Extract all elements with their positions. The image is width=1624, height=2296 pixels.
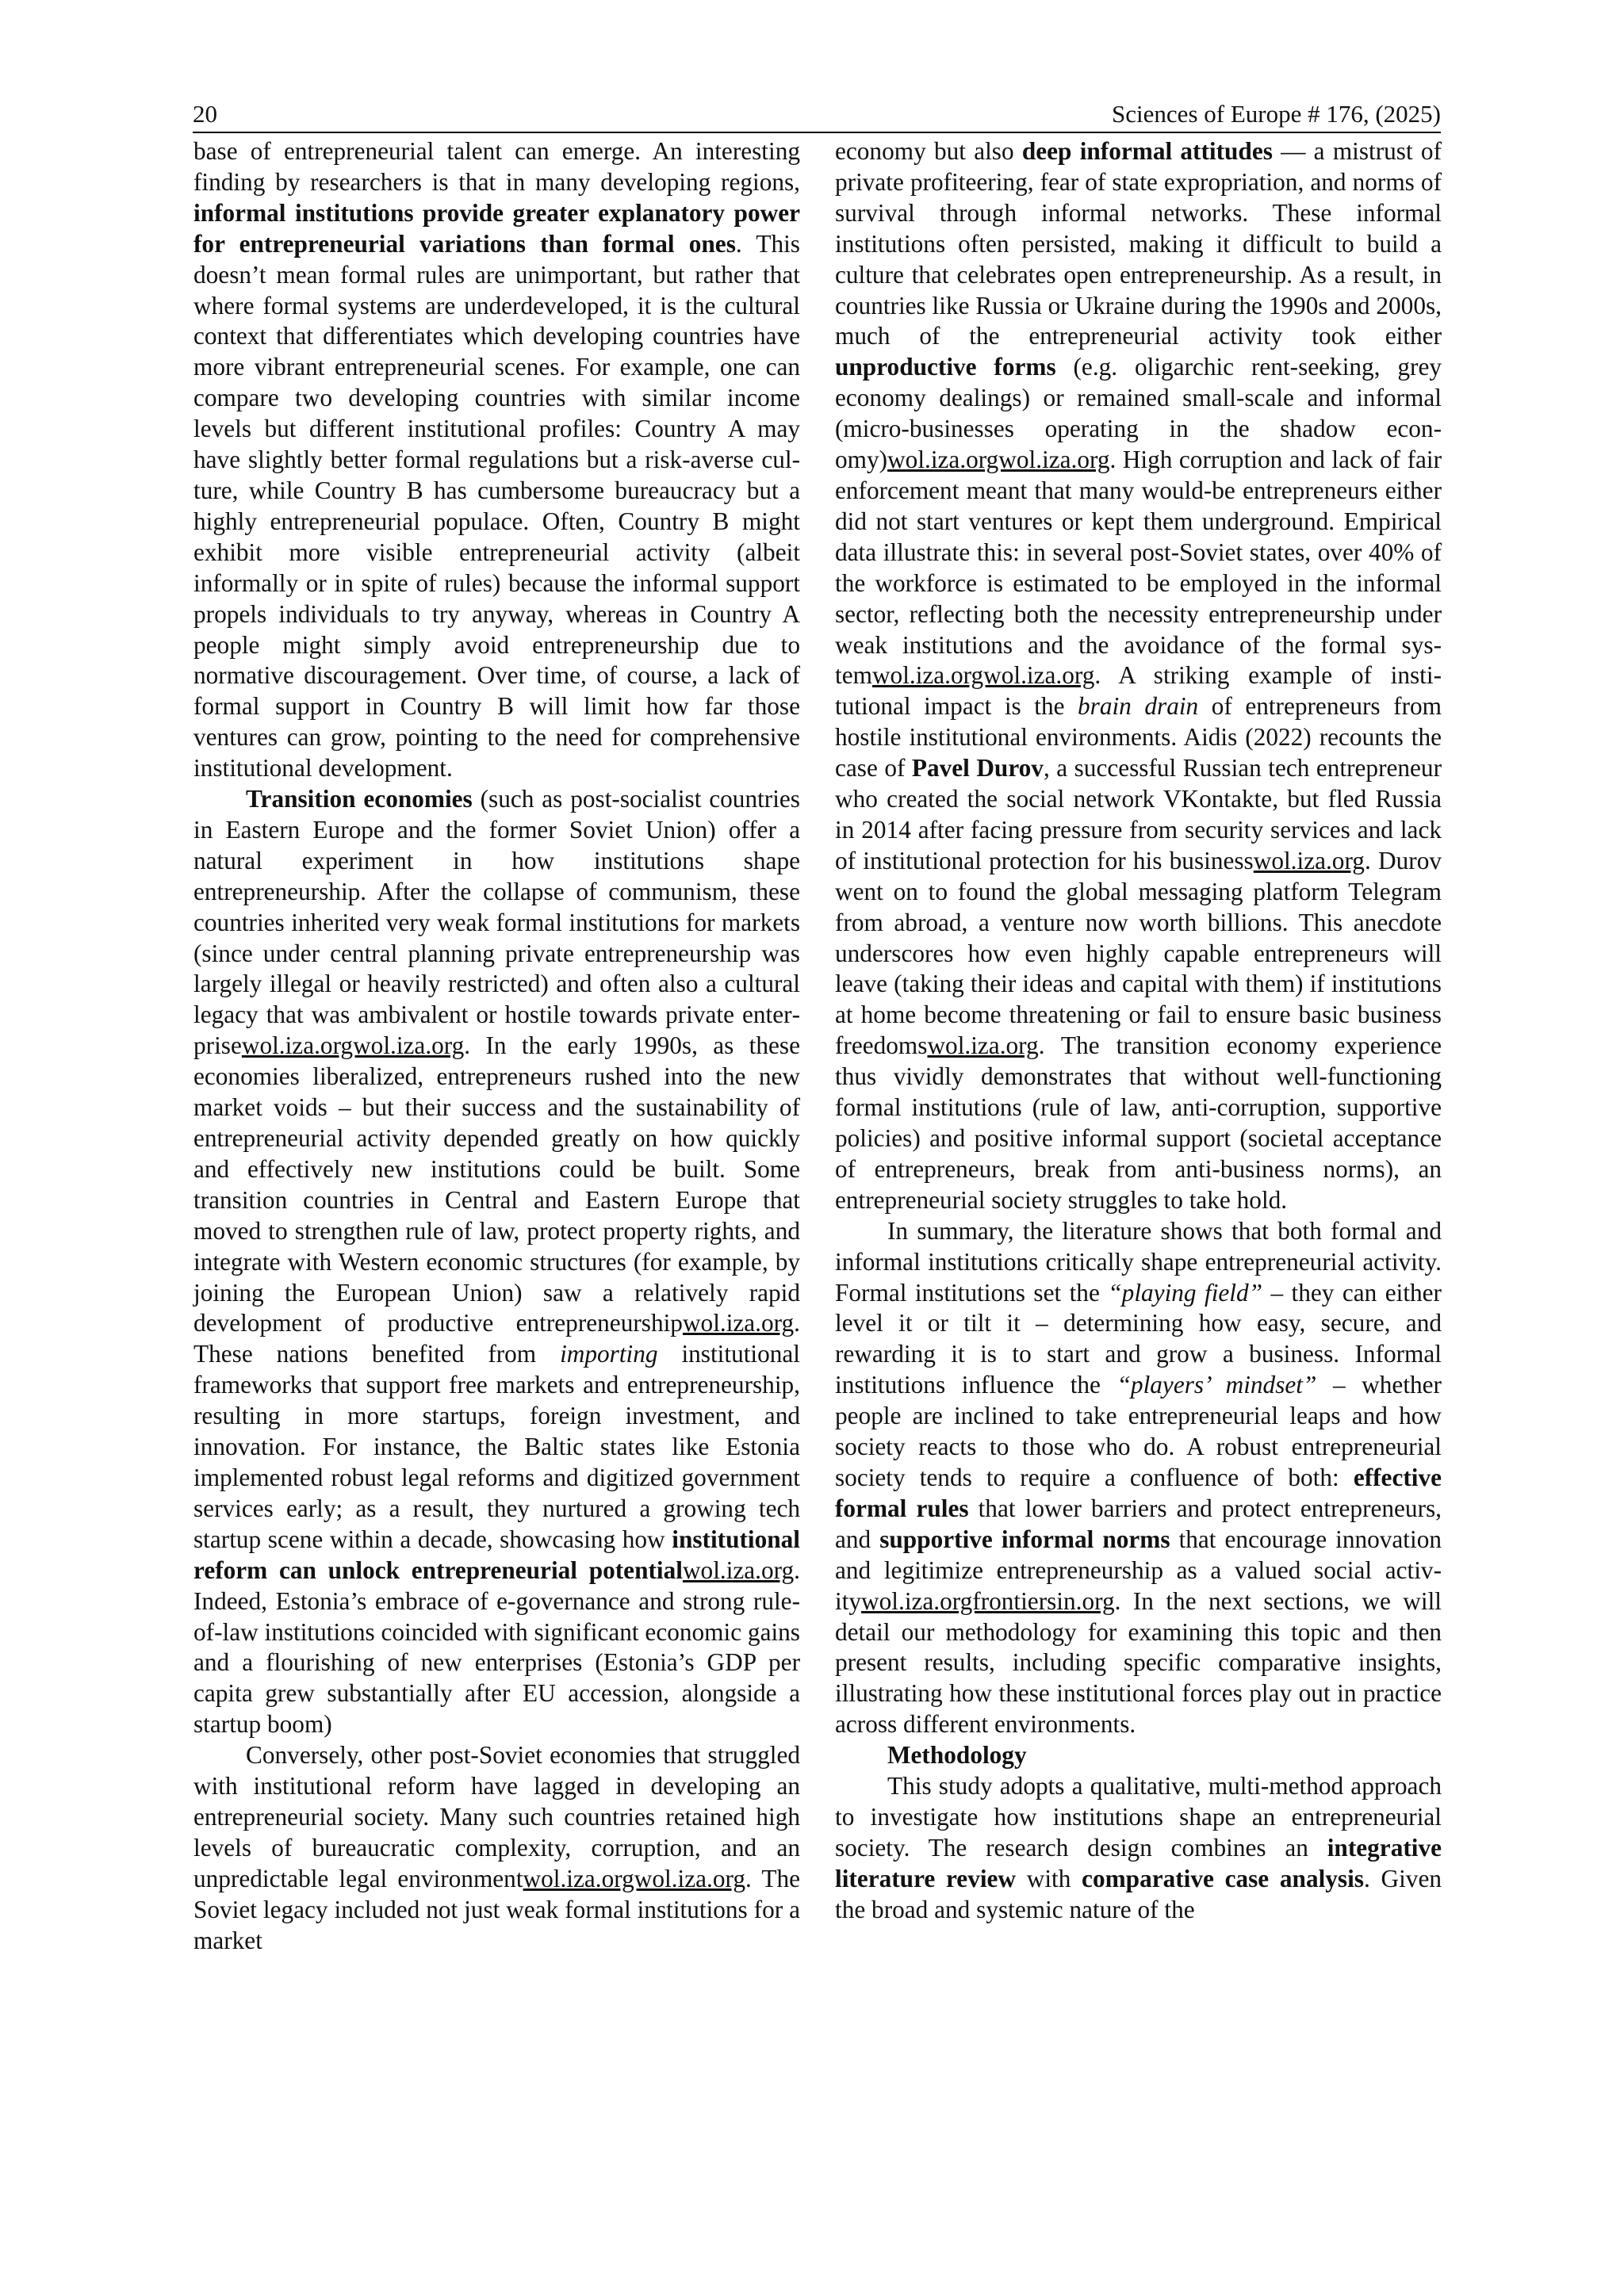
text-run: economy but also bbox=[835, 137, 1022, 165]
text-run: (e.g. oligarchic rent-seeking, grey economy dealings) or remained small-scale and informal (micro-businesses operating in the shadow economy) bbox=[835, 353, 1442, 474]
text-run: . Durov went on to found the global messaging platform Telegram from abroad, a venture now worth billions. This anecdote underscores how even highly capable entrepreneurs will leave (taking their ideas and capital with them) if institutions at home become threatening or fail to ensure basic business freedoms bbox=[835, 846, 1442, 1060]
paragraph bbox=[835, 1771, 1442, 1926]
text-run: — a mistrust of private profiteering, fear of state expropriation, and norms of survival through informal networks. These informal institutions often persisted, making it difficult to build a culture that celebrates open entrepreneurship. As a result, in countries like Russia or Ukraine during the 1990s and 2000s, much of the entrepreneurial activity took either bbox=[835, 137, 1442, 350]
text-run: . Given the broad and systemic nature of the bbox=[835, 1864, 1442, 1923]
text-run: of entrepreneurs from hostile institutional environments. Aidis (2022) recounts the case of bbox=[835, 692, 1442, 783]
source-link[interactable]: wol.iza.orgwol.iza.org bbox=[523, 1864, 745, 1892]
text-run: that lower barriers and protect entrepreneurs, and bbox=[835, 1494, 1442, 1553]
source-link[interactable]: wol.iza.orgwol.iza.org bbox=[241, 1031, 465, 1060]
source-link[interactable]: wol.iza.org bbox=[682, 1309, 795, 1337]
source-link[interactable]: wol.iza.orgwol.iza.org bbox=[887, 446, 1110, 474]
source-link[interactable]: wol.iza.org bbox=[1253, 846, 1365, 874]
text-run: . High corruption and lack of fair enforcement meant that many would-be entrepreneurs either did not start ventures or kept them underground. Empirical data illustrate this: in several post-Soviet states, over 40% of the workforce is estimated to be employed in the informal sector, reflecting both the necessity entrepreneurship under weak institutions and the avoidance of the formal system bbox=[835, 446, 1442, 690]
page-number: 20 bbox=[193, 100, 217, 128]
text-run: – they can either level it or tilt it – determining how easy, secure, and rewarding it is to start and grow a business. Informal institutions influence the bbox=[835, 1278, 1442, 1399]
italic-run: importing bbox=[560, 1340, 658, 1368]
text-run: , a successful Russian tech entrepreneur who created the social network VKontakte, but fled Russia in 2014 after facing pressure from security services and lack of institutional protection for his business bbox=[835, 754, 1442, 874]
text-run: (such as post-socialist countries in Eastern Europe and the former Soviet Union) offer a natural experiment in how institutions shape entrepreneurship. After the collapse of communism, these countries inherited very weak formal institutions for markets (since under central planning private entrepreneurship was largely illegal or heavily restricted) and often also a cultural legacy that was ambivalent or hostile towards private enterprise bbox=[193, 785, 800, 1060]
bold-run: unproductive forms bbox=[835, 353, 1056, 381]
paragraph bbox=[835, 136, 1442, 1216]
journal-title: Sciences of Europe # 176, (2025) bbox=[1112, 100, 1441, 128]
bold-run: comparative case analysis bbox=[1082, 1864, 1364, 1892]
section-heading-methodology: Methodology bbox=[887, 1741, 1027, 1770]
source-link[interactable]: wol.iza.org bbox=[682, 1556, 795, 1584]
bold-run: Transition economies bbox=[246, 785, 473, 813]
paragraph bbox=[193, 136, 800, 784]
text-run: . This doesn’t mean formal rules are unimportant, but rather that where formal systems are underdeveloped, it is the cultural context that differentiates which developing countries have more vibrant entrepreneurial scenes. For example, one can compare two developing countries with similar income levels but different institutional profiles: Country A may have slightly better formal regulations but a risk-averse culture, while Country B has cumbersome bureaucracy but a highly entrepreneurial populace. Often, Country B might exhibit more visible entrepreneurial activity (albeit informally or in spite of rules) because the informal support propels individuals to try anyway, whereas in Country A people might simply avoid entrepreneurship due to normative discouragement. Over time, of course, a lack of formal support in Country B will limit how far those ventures can grow, pointing to the need for comprehensive institutional development. bbox=[193, 229, 800, 783]
paragraph bbox=[193, 784, 800, 1740]
bold-run: Pavel Durov bbox=[911, 754, 1044, 783]
text-run: – whether people are inclined to take entrepreneurial leaps and how society reacts to those who do. A robust entrepreneurial society tends to require a confluence of both: bbox=[835, 1371, 1442, 1491]
paragraph bbox=[193, 1740, 800, 1956]
text-run: . These nations benefited from bbox=[193, 1309, 800, 1368]
bold-run: informal institutions provide greater explanatory power for entrepreneurial variations than formal ones bbox=[193, 198, 800, 258]
italic-run: “players’ mindset” bbox=[1116, 1371, 1317, 1399]
text-run: institutional frameworks that support free markets and entrepreneurship, resulting in more startups, foreign investment, and innovation. For instance, the Baltic states like Estonia implemented robust legal reforms and digitized government services early; as a result, they nurtured a growing tech startup scene within a decade, showcasing how bbox=[193, 1340, 800, 1553]
text-run: that encourage innovation and legitimize entrepreneurship as a valued social activity bbox=[835, 1525, 1442, 1615]
source-link[interactable]: wol.iza.orgwol.iza.org bbox=[871, 661, 1095, 690]
right-column bbox=[835, 136, 1442, 1926]
bold-run: supportive informal norms bbox=[879, 1525, 1170, 1553]
bold-run: effective formal rules bbox=[835, 1463, 1442, 1522]
text-run: . The Soviet legacy included not just weak formal institutions for a market bbox=[193, 1864, 801, 1954]
text-run: with bbox=[1016, 1864, 1082, 1892]
text-run: base of entrepreneurial talent can emerge. An interesting finding by researchers is that in many developing regions, bbox=[193, 137, 800, 196]
bold-run: institutional reform can unlock entrepreneurial potential bbox=[193, 1525, 800, 1584]
text-run: . In the next sections, we will detail our methodology for examining this topic and then present results, including specific comparative insights, illustrating how these institutional forces play out in practice across different environments. bbox=[835, 1586, 1442, 1739]
italic-run: brain drain bbox=[1078, 692, 1199, 721]
text-run: . The transition economy experience thus vividly demonstrates that without well-functioning formal institutions (rule of law, anti-corruption, supportive policies) and positive informal support (societal acceptance of entrepreneurs, break from anti-business norms), an entrepreneurial society struggles to take hold. bbox=[835, 1031, 1442, 1214]
left-column bbox=[193, 136, 800, 1956]
text-run: Conversely, other post-Soviet economies that struggled with institutional reform have lagged in developing an entrepreneurial society. Many such countries retained high levels of bureaucratic complexity, corruption, and an unpredictable legal environment bbox=[193, 1741, 800, 1892]
paragraph bbox=[835, 1216, 1442, 1740]
bold-run: integrative literature review bbox=[835, 1833, 1442, 1892]
source-link[interactable]: wol.iza.orgfrontiersin.org bbox=[861, 1586, 1115, 1615]
text-run: . In the early 1990s, as these economies liberalized, entrepreneurs rushed into the new market voids – but their success and the sustainability of entrepreneurial activity depended greatly on how quickly and effectively new institutions could be built. Some transition countries in Central and Eastern Europe that moved to strengthen rule of law, protect property rights, and integrate with Western economic structures (for example, by joining the European Union) saw a relatively rapid development of productive entrepreneurship bbox=[193, 1031, 800, 1337]
text-run: In summary, the literature shows that both formal and informal institutions critically shape entrepreneurial activity. Formal institutions set the bbox=[835, 1216, 1442, 1307]
italic-run: “playing field” bbox=[1108, 1278, 1263, 1307]
source-link[interactable]: wol.iza.org bbox=[927, 1031, 1039, 1060]
text-run: . A striking example of institutional impact is the bbox=[835, 661, 1442, 721]
text-run: . Indeed, Estonia’s embrace of e-governance and strong rule-of-law institutions coincided with significant economic gains and a flourishing of new enterprises (Estonia’s GDP per capita grew substantially after EU accession, alongside a startup boom) bbox=[193, 1556, 800, 1739]
page-header bbox=[193, 97, 1441, 133]
text-run: This study adopts a qualitative, multi-method approach to investigate how institutions shape an entrepreneurial society. The research design combines an bbox=[835, 1772, 1442, 1862]
bold-run: deep informal attitudes bbox=[1021, 137, 1273, 165]
